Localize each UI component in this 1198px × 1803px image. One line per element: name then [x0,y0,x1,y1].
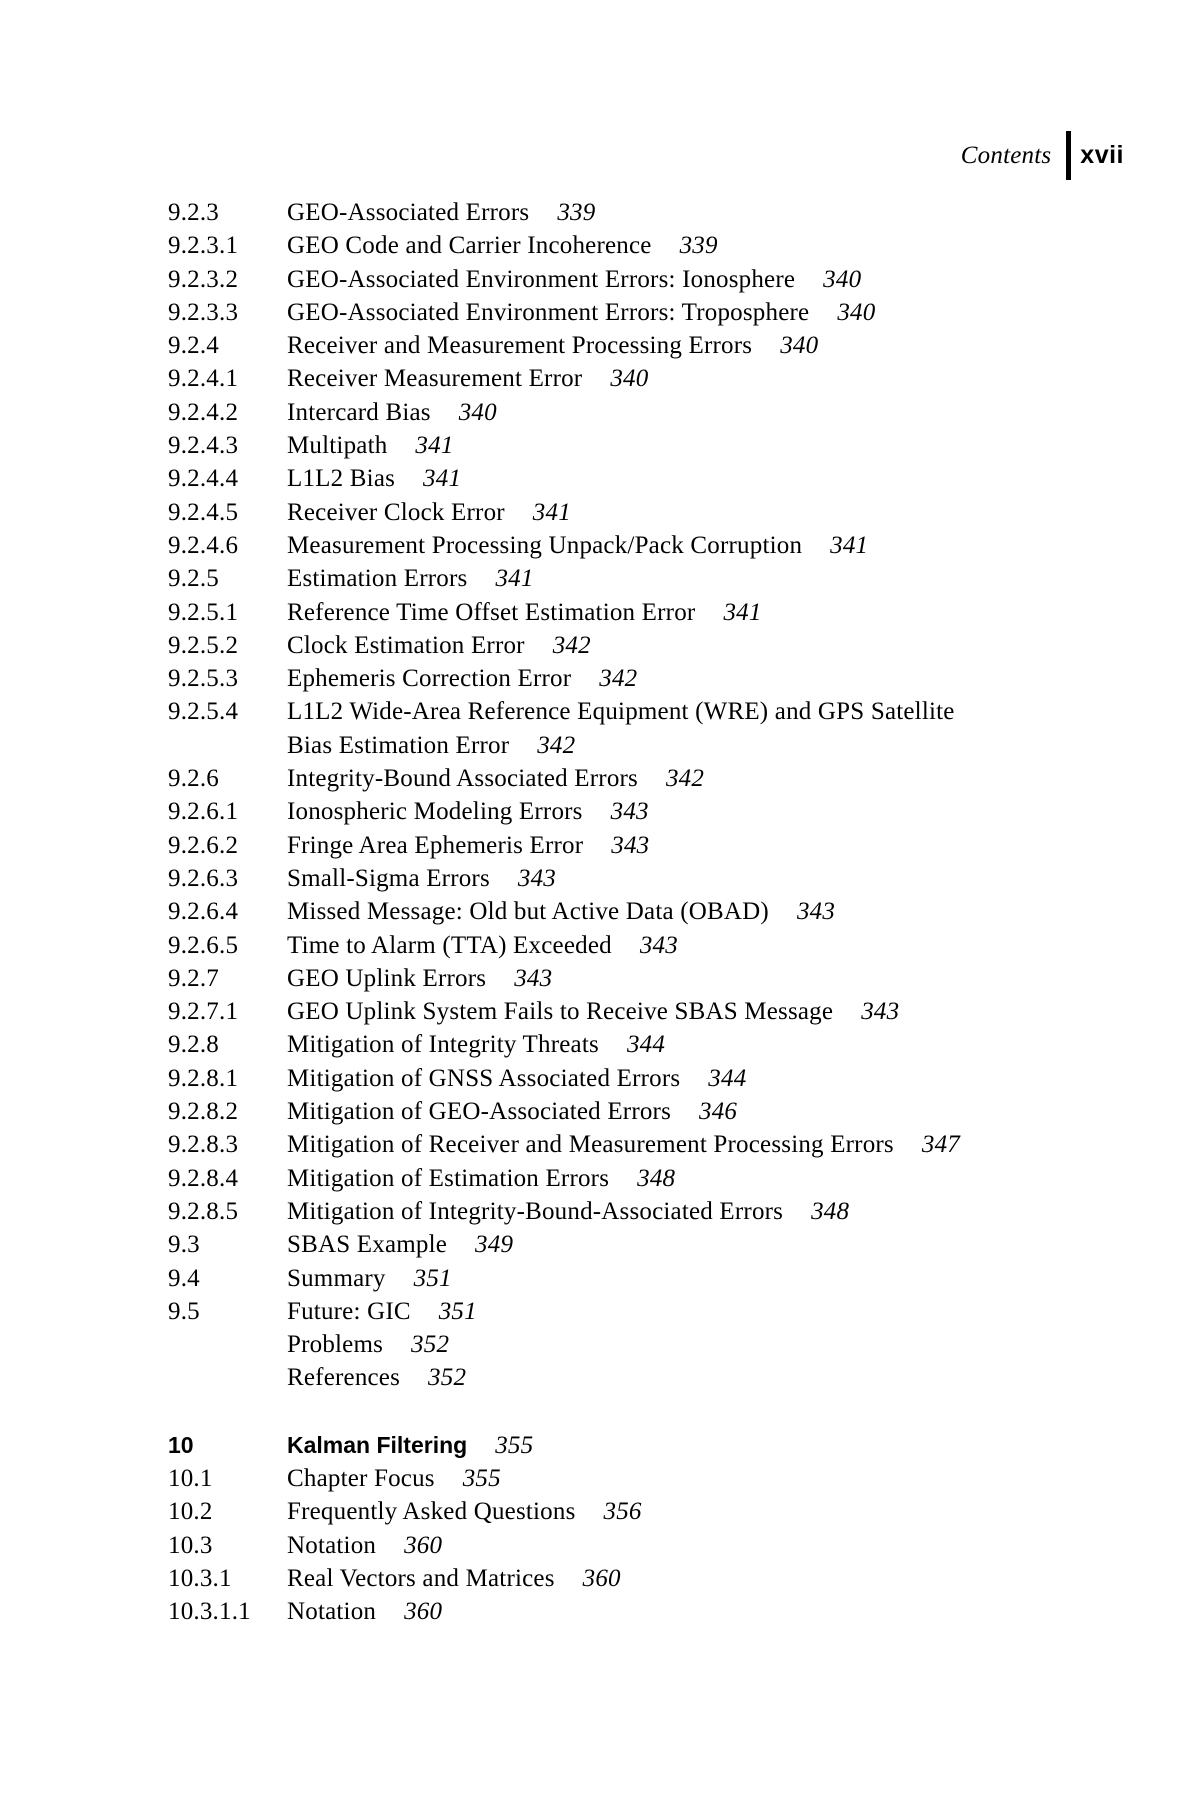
entry-page: 343 [611,831,650,859]
toc-entry [168,729,1158,762]
entry-title: Reference Time Offset Estimation Error [287,598,696,626]
entry-title: Estimation Errors [287,565,468,593]
entry-title: Chapter Focus [287,1464,435,1492]
toc-entry [168,829,1158,862]
toc-entry [168,762,1158,795]
entry-number: 9.2.4.6 [168,531,239,559]
entry-page: 360 [404,1531,443,1559]
entry-title: L1L2 Bias [287,465,396,493]
entry-number: 9.2.5 [168,565,219,593]
entry-page: 360 [404,1598,443,1626]
entry-number: 10.2 [168,1498,213,1526]
entry-title: Intercard Bias [287,398,431,426]
entry-number: 9.3 [168,1231,200,1259]
entry-title: SBAS Example [287,1231,448,1259]
entry-page: 341 [723,598,762,626]
entry-number: 9.2.5.3 [168,665,239,693]
toc-entry [168,596,1158,629]
entry-number: 9.2.3 [168,199,219,226]
toc-entry [168,1462,1158,1495]
toc-entry [168,962,1158,995]
entry-title: Summary [287,1264,386,1292]
toc-entry [168,795,1158,828]
entry-title: Mitigation of GEO-Associated Errors [287,1098,672,1126]
entry-number: 9.2.8.1 [168,1064,239,1092]
entry-page: 340 [458,398,497,426]
toc-entry [168,1328,1158,1361]
toc-entry [168,429,1158,462]
entry-title: Problems [287,1331,384,1359]
entry-title: Real Vectors and Matrices [287,1564,555,1592]
entry-page: 355 [495,1431,534,1459]
entry-title: Mitigation of Integrity-Bound-Associated Errors [287,1197,784,1225]
entry-title: L1L2 Wide-Area Reference Equipment (WRE) and GPS Satellite [287,698,955,726]
toc-entry [168,196,1158,229]
toc-entry [168,296,1158,329]
entry-number: 9.2.7 [168,964,219,992]
toc-entry [168,1062,1158,1095]
entry-page: 348 [811,1197,850,1225]
toc-entry [168,396,1158,429]
entry-number: 9.2.6.3 [168,864,239,892]
entry-page: 347 [921,1131,960,1159]
entry-page: 342 [537,731,576,759]
entry-page: 342 [599,665,638,693]
entry-number: 9.2.8 [168,1031,219,1059]
entry-page: 341 [415,432,454,460]
entry-number: 9.2.3.3 [168,298,239,326]
entry-title: Notation [287,1531,377,1559]
entry-page: 341 [423,465,462,493]
entry-title: Mitigation of Integrity Threats [287,1031,599,1059]
entry-title: Bias Estimation Error [287,731,510,759]
entry-title: Notation [287,1598,377,1626]
toc-entry [168,1095,1158,1128]
entry-title: Multipath [287,432,388,460]
entry-page: 355 [462,1464,501,1492]
entry-page: 343 [796,898,836,926]
entry-title: Ionospheric Modeling Errors [287,798,583,826]
entry-number: 9.4 [168,1264,200,1292]
entry-page: 352 [428,1364,467,1392]
toc-entry [168,1361,1158,1394]
entry-title: Receiver Clock Error [287,498,505,526]
page-number: xvii [1080,141,1124,169]
entry-page: 341 [532,498,571,526]
entry-number: 9.2.3.2 [168,265,239,293]
toc-entry [168,862,1158,895]
entry-page: 339 [679,232,718,260]
entry-title: Time to Alarm (TTA) Exceeded [287,931,612,959]
entry-number: 9.2.3.1 [168,232,239,260]
entry-page: 340 [837,298,876,326]
entry-title: Ephemeris Correction Error [287,665,572,693]
entry-title: GEO-Associated Environment Errors: Ionosphere [287,265,796,293]
toc-entry [168,1495,1158,1528]
running-header [961,131,1124,180]
entry-number: 9.2.8.5 [168,1197,239,1225]
toc-entry [168,362,1158,395]
entry-title: GEO Uplink System Fails to Receive SBAS Message [287,998,834,1026]
entry-title: Kalman Filtering [287,1431,468,1458]
table-of-contents [168,196,1158,1628]
entry-page: 352 [411,1331,450,1359]
entry-number: 10.1 [168,1464,213,1492]
entry-page: 348 [637,1164,676,1192]
entry-page: 344 [708,1064,747,1092]
entry-number: 9.2.5.4 [168,698,239,726]
entry-title: Mitigation of GNSS Associated Errors [287,1064,681,1092]
entry-number: 9.2.8.2 [168,1098,239,1126]
entry-number: 10.3 [168,1531,213,1559]
entry-number: 9.2.6.4 [168,898,239,926]
entry-page: 340 [823,265,862,293]
entry-page: 349 [475,1231,514,1259]
entry-title: Frequently Asked Questions [287,1498,576,1526]
entry-page: 343 [517,864,556,892]
entry-page: 343 [610,798,649,826]
entry-number: 9.2.4.3 [168,432,239,460]
toc-entry [168,1562,1158,1595]
entry-title: GEO Uplink Errors [287,964,487,992]
entry-page: 340 [610,365,649,393]
entry-title: Receiver and Measurement Processing Errors [287,332,753,360]
toc-entry [168,529,1158,562]
entry-page: 343 [861,998,900,1026]
toc-entry [168,1529,1158,1562]
entry-number: 9.2.4.5 [168,498,239,526]
toc-entry [168,995,1158,1028]
entry-title: Receiver Measurement Error [287,365,583,393]
entry-title: Mitigation of Receiver and Measurement Processing Errors [287,1131,894,1159]
toc-entry [168,629,1158,662]
toc-entry [168,662,1158,695]
toc-entry [168,929,1158,962]
entry-title: GEO Code and Carrier Incoherence [287,232,652,260]
entry-number: 10 [168,1431,194,1458]
entry-page: 351 [413,1264,452,1292]
toc-entry [168,462,1158,495]
entry-number: 9.2.5.1 [168,598,239,626]
entry-number: 9.2.6.2 [168,831,239,859]
toc-entry [168,496,1158,529]
toc-entry [168,1128,1158,1161]
entry-page: 346 [699,1098,738,1126]
contents-label: Contents [960,141,1052,169]
entry-page: 340 [780,332,819,360]
entry-page: 341 [830,531,869,559]
entry-number: 9.2.6.1 [168,798,239,826]
toc-section-chapter-10 [168,1429,1158,1629]
entry-title: GEO-Associated Environment Errors: Troposphere [287,298,810,326]
entry-title: Measurement Processing Unpack/Pack Corruption [287,531,803,559]
toc-section-chapter-9 [168,196,1158,1395]
toc-entry [168,1595,1158,1628]
entry-page: 342 [665,765,705,793]
toc-entry [168,1162,1158,1195]
entry-title: Clock Estimation Error [287,631,525,659]
toc-entry [168,562,1158,595]
entry-number: 9.5 [168,1297,200,1325]
entry-number: 9.2.7.1 [168,998,239,1026]
toc-entry [168,1429,1158,1462]
entry-page: 356 [603,1498,642,1526]
entry-page: 351 [438,1297,477,1325]
entry-number: 9.2.4.1 [168,365,239,393]
entry-title: Fringe Area Ephemeris Error [287,831,584,859]
toc-entry [168,895,1158,928]
entry-number: 9.2.5.2 [168,631,239,659]
toc-entry [168,695,1158,728]
entry-number: 9.2.8.3 [168,1131,239,1159]
entry-number: 10.3.1 [168,1564,232,1592]
toc-entry [168,1028,1158,1061]
entry-title: Missed Message: Old but Active Data (OBAD) [287,898,769,926]
entry-page: 342 [552,631,591,659]
entry-title: Mitigation of Estimation Errors [287,1164,610,1192]
toc-entry [168,1195,1158,1228]
entry-title: GEO-Associated Errors [287,199,530,226]
entry-number: 9.2.8.4 [168,1164,239,1192]
toc-entry [168,1262,1158,1295]
toc-entry [168,263,1158,296]
entry-page: 343 [514,964,553,992]
entry-number: 10.3.1.1 [168,1598,251,1626]
entry-number: 9.2.4.4 [168,465,239,493]
entry-number: 9.2.4.2 [168,398,239,426]
toc-entry [168,329,1158,362]
entry-page: 343 [639,931,678,959]
entry-title: Small-Sigma Errors [287,864,490,892]
entry-number: 9.2.6.5 [168,931,239,959]
toc-entry [168,1228,1158,1261]
entry-title: Integrity-Bound Associated Errors [287,765,638,793]
toc-entry [168,229,1158,262]
entry-page: 339 [557,199,596,226]
toc-entry [168,1295,1158,1328]
entry-page: 360 [582,1564,621,1592]
entry-number: 9.2.4 [168,332,219,360]
entry-number: 9.2.6 [168,765,219,793]
entry-page: 341 [495,565,534,593]
entry-title: References [287,1364,401,1392]
entry-page: 344 [626,1031,666,1059]
entry-title: Future: GIC [287,1297,411,1325]
